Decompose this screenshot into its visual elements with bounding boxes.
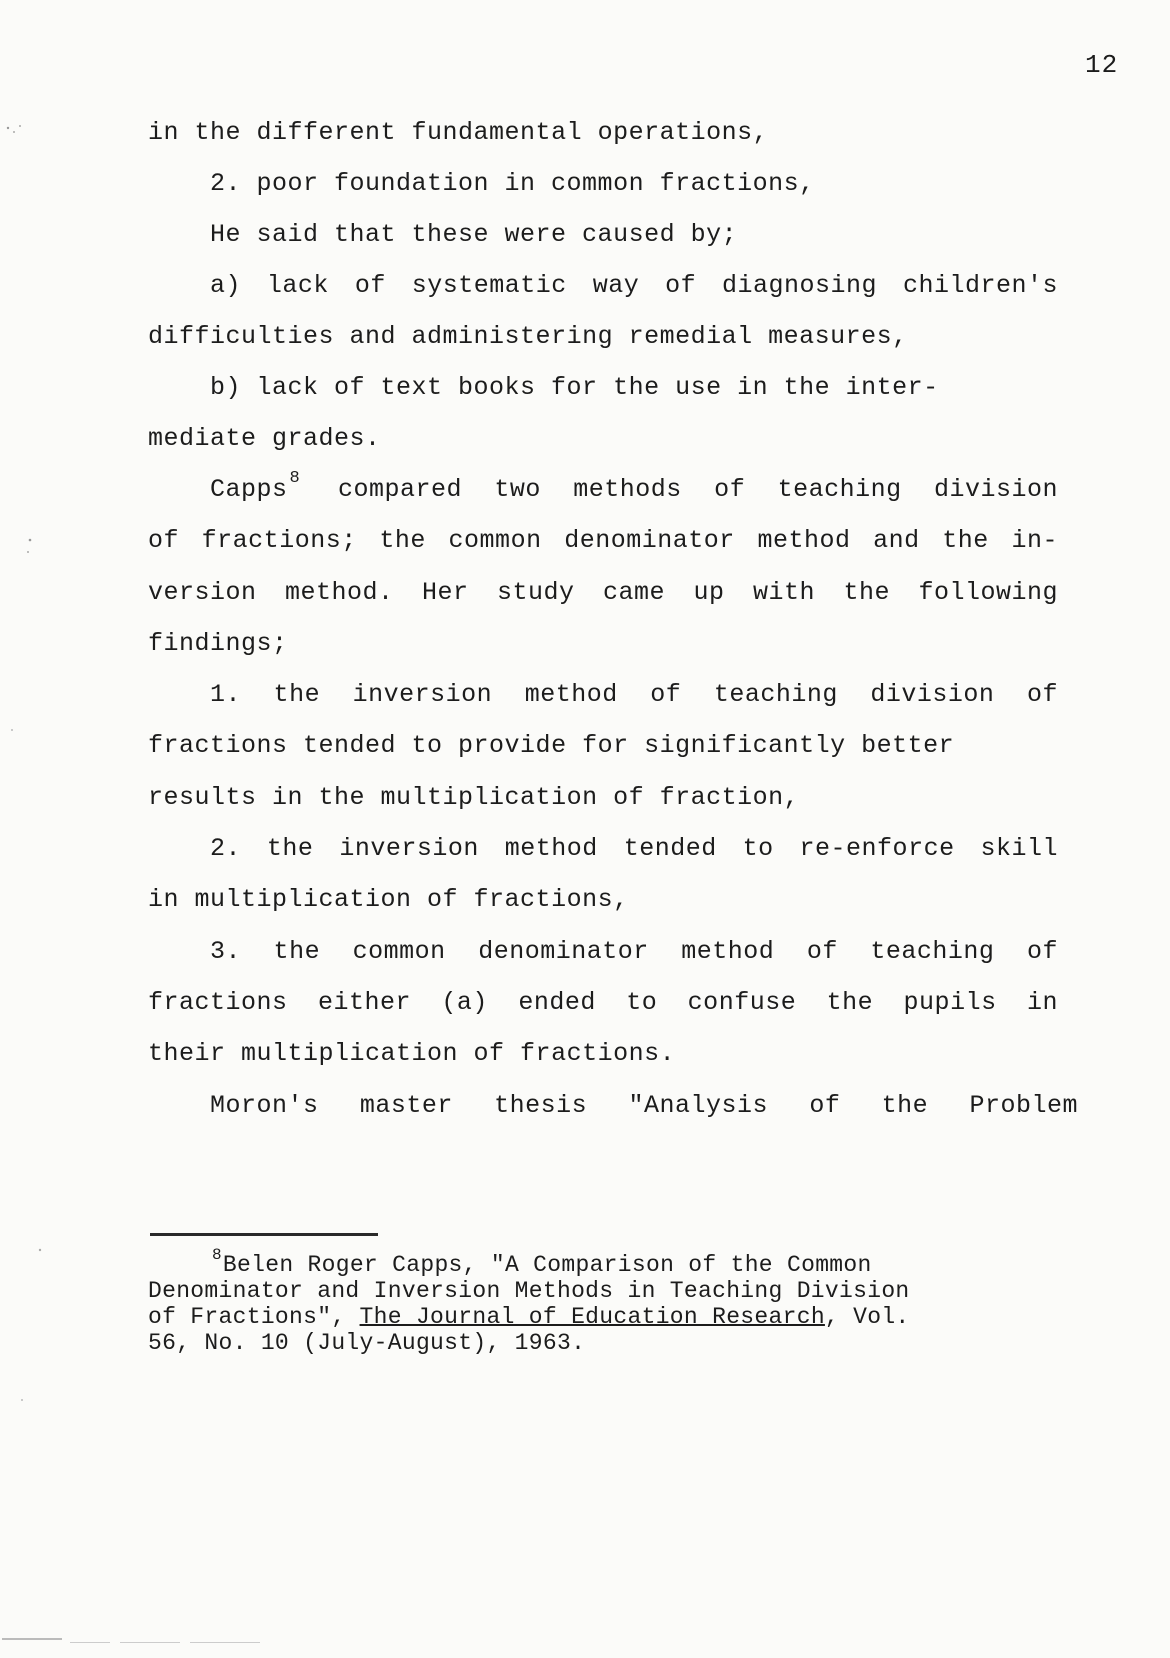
footnote-reference-8: 8 bbox=[289, 469, 301, 488]
body-line-10: version method. Her study came up with the following bbox=[148, 578, 1058, 607]
body-line-2: 2. poor foundation in common fractions, bbox=[210, 169, 815, 198]
body-line-5: difficulties and administering remedial measures, bbox=[148, 322, 908, 351]
body-line-16: in multiplication of fractions, bbox=[148, 885, 629, 914]
body-line-14: results in the multiplication of fraction, bbox=[148, 783, 800, 812]
body-line-19: their multiplication of fractions. bbox=[148, 1039, 676, 1068]
body-line-20: Moron's master thesis "Analysis of the Problem bbox=[210, 1091, 1078, 1120]
body-line-1: in the different fundamental operations, bbox=[148, 118, 769, 147]
footnote-text-1: Belen Roger Capps, "A Comparison of the Common bbox=[222, 1252, 872, 1278]
body-line-3: He said that these were caused by; bbox=[210, 220, 738, 249]
body-line-6: b) lack of text books for the use in the inter- bbox=[210, 373, 939, 402]
scan-artifact-bottom bbox=[0, 1632, 300, 1652]
body-line-9: of fractions; the common denominator method and the in- bbox=[148, 526, 1058, 555]
footnote-line-3 bbox=[148, 1304, 910, 1330]
footnote-line-4: 56, No. 10 (July-August), 1963. bbox=[148, 1330, 586, 1356]
body-line-13: fractions tended to provide for significantly better bbox=[148, 731, 955, 760]
footnote-line-2: Denominator and Inversion Methods in Teaching Division bbox=[148, 1278, 910, 1304]
scan-speckle-left-margin bbox=[0, 0, 60, 1658]
body-line-4: a) lack of systematic way of diagnosing children's bbox=[210, 271, 1058, 300]
journal-title: The Journal of Education Research bbox=[359, 1304, 825, 1330]
body-line-8: compared two methods of teaching division bbox=[338, 475, 1058, 504]
footnote-text-3a: of Fractions", bbox=[148, 1304, 360, 1330]
footnote-separator bbox=[150, 1233, 378, 1236]
page-number: 12 bbox=[1085, 50, 1119, 80]
body-line-7: mediate grades. bbox=[148, 424, 381, 453]
footnote-text-3b: , Vol. bbox=[824, 1304, 910, 1330]
body-line-11: findings; bbox=[148, 629, 288, 658]
body-line-17: 3. the common denominator method of teaching of bbox=[210, 937, 1058, 966]
body-line-8-author bbox=[210, 469, 301, 508]
capps-name: Capps bbox=[210, 475, 288, 504]
footnote-line-1 bbox=[212, 1246, 872, 1280]
body-line-15: 2. the inversion method tended to re-enforce skill bbox=[210, 834, 1058, 863]
body-line-18: fractions either (a) ended to confuse the pupils in bbox=[148, 988, 1058, 1017]
footnote-marker: 8 bbox=[212, 1246, 222, 1264]
body-line-12: 1. the inversion method of teaching division of bbox=[210, 680, 1058, 709]
